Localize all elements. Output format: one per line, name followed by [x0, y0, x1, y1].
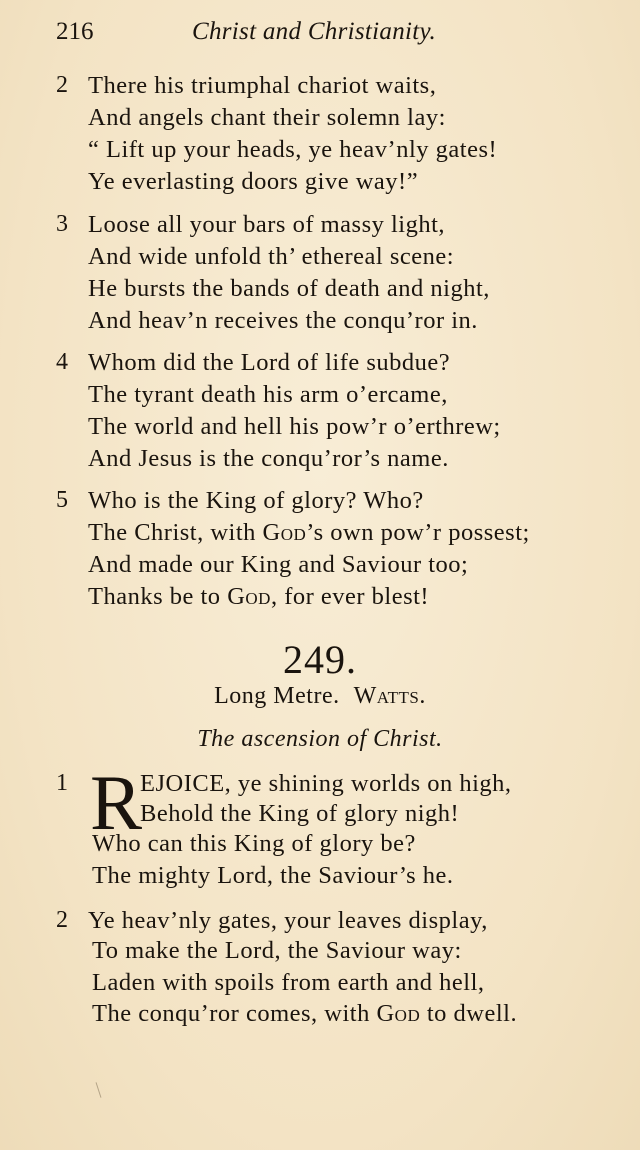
verse-line: Ye heav’nly gates, your leaves display,: [88, 907, 488, 934]
hymn-title: The ascension of Christ.: [197, 726, 443, 752]
hymn-meter-line: [0, 683, 640, 710]
verse-line: Laden with spoils from earth and hell,: [92, 969, 485, 996]
hymn-author: Watts.: [353, 683, 426, 709]
verse-number: 2: [56, 72, 68, 98]
verse-number: 4: [56, 349, 68, 375]
hymn-number: 249.: [283, 637, 357, 682]
divine-name: God: [227, 583, 271, 610]
verse-line: To make the Lord, the Saviour way:: [92, 937, 462, 964]
divine-name: God: [262, 519, 307, 546]
verse-number: 2: [56, 907, 68, 933]
verse-line: And heav’n receives the conqu’ror in.: [88, 307, 478, 334]
verse-line: And made our King and Saviour too;: [88, 551, 469, 578]
verse-line: He bursts the bands of death and night,: [88, 275, 490, 302]
verse-line: The mighty Lord, the Saviour’s he.: [92, 862, 454, 889]
verse-line: The Christ, with God’s own pow’r possest;: [88, 519, 530, 546]
divine-name: God: [376, 1000, 421, 1027]
page-header: [56, 18, 616, 54]
verse-line: Who can this King of glory be?: [92, 830, 416, 857]
verse-line: The tyrant death his arm o’ercame,: [88, 381, 448, 408]
verse-line: EJOICE, ye shining worlds on high,: [140, 770, 512, 797]
verse-line: There his triumphal chariot waits,: [88, 72, 437, 99]
verse-number: 5: [56, 487, 68, 513]
verse-line: And wide unfold th’ ethereal scene:: [88, 243, 455, 270]
verse-line: Ye everlasting doors give way!”: [88, 168, 419, 195]
hymn-meter: Long Metre.: [214, 683, 340, 709]
running-title: Christ and Christianity.: [192, 18, 437, 45]
ink-mark: [96, 1082, 102, 1098]
verse-line: Who is the King of glory? Who?: [88, 487, 424, 514]
verse-line: The world and hell his pow’r o’erthrew;: [88, 413, 501, 440]
drop-cap: R: [90, 759, 143, 846]
verse-line: Behold the King of glory nigh!: [140, 800, 460, 827]
verse-line: “ Lift up your heads, ye heav’nly gates!: [88, 136, 498, 163]
verse-line: Whom did the Lord of life subdue?: [88, 349, 451, 376]
verse-line: And Jesus is the conqu’ror’s name.: [88, 445, 449, 472]
verse-line: Loose all your bars of massy light,: [88, 211, 446, 238]
verse-number: 1: [56, 770, 68, 796]
verse-line: The conqu’ror comes, with God to dwell.: [92, 1000, 518, 1027]
page-number: 216: [56, 18, 94, 45]
verse-line: Thanks be to God, for ever blest!: [88, 583, 430, 610]
verse-line: And angels chant their solemn lay:: [88, 104, 446, 131]
verse-number: 3: [56, 211, 68, 237]
